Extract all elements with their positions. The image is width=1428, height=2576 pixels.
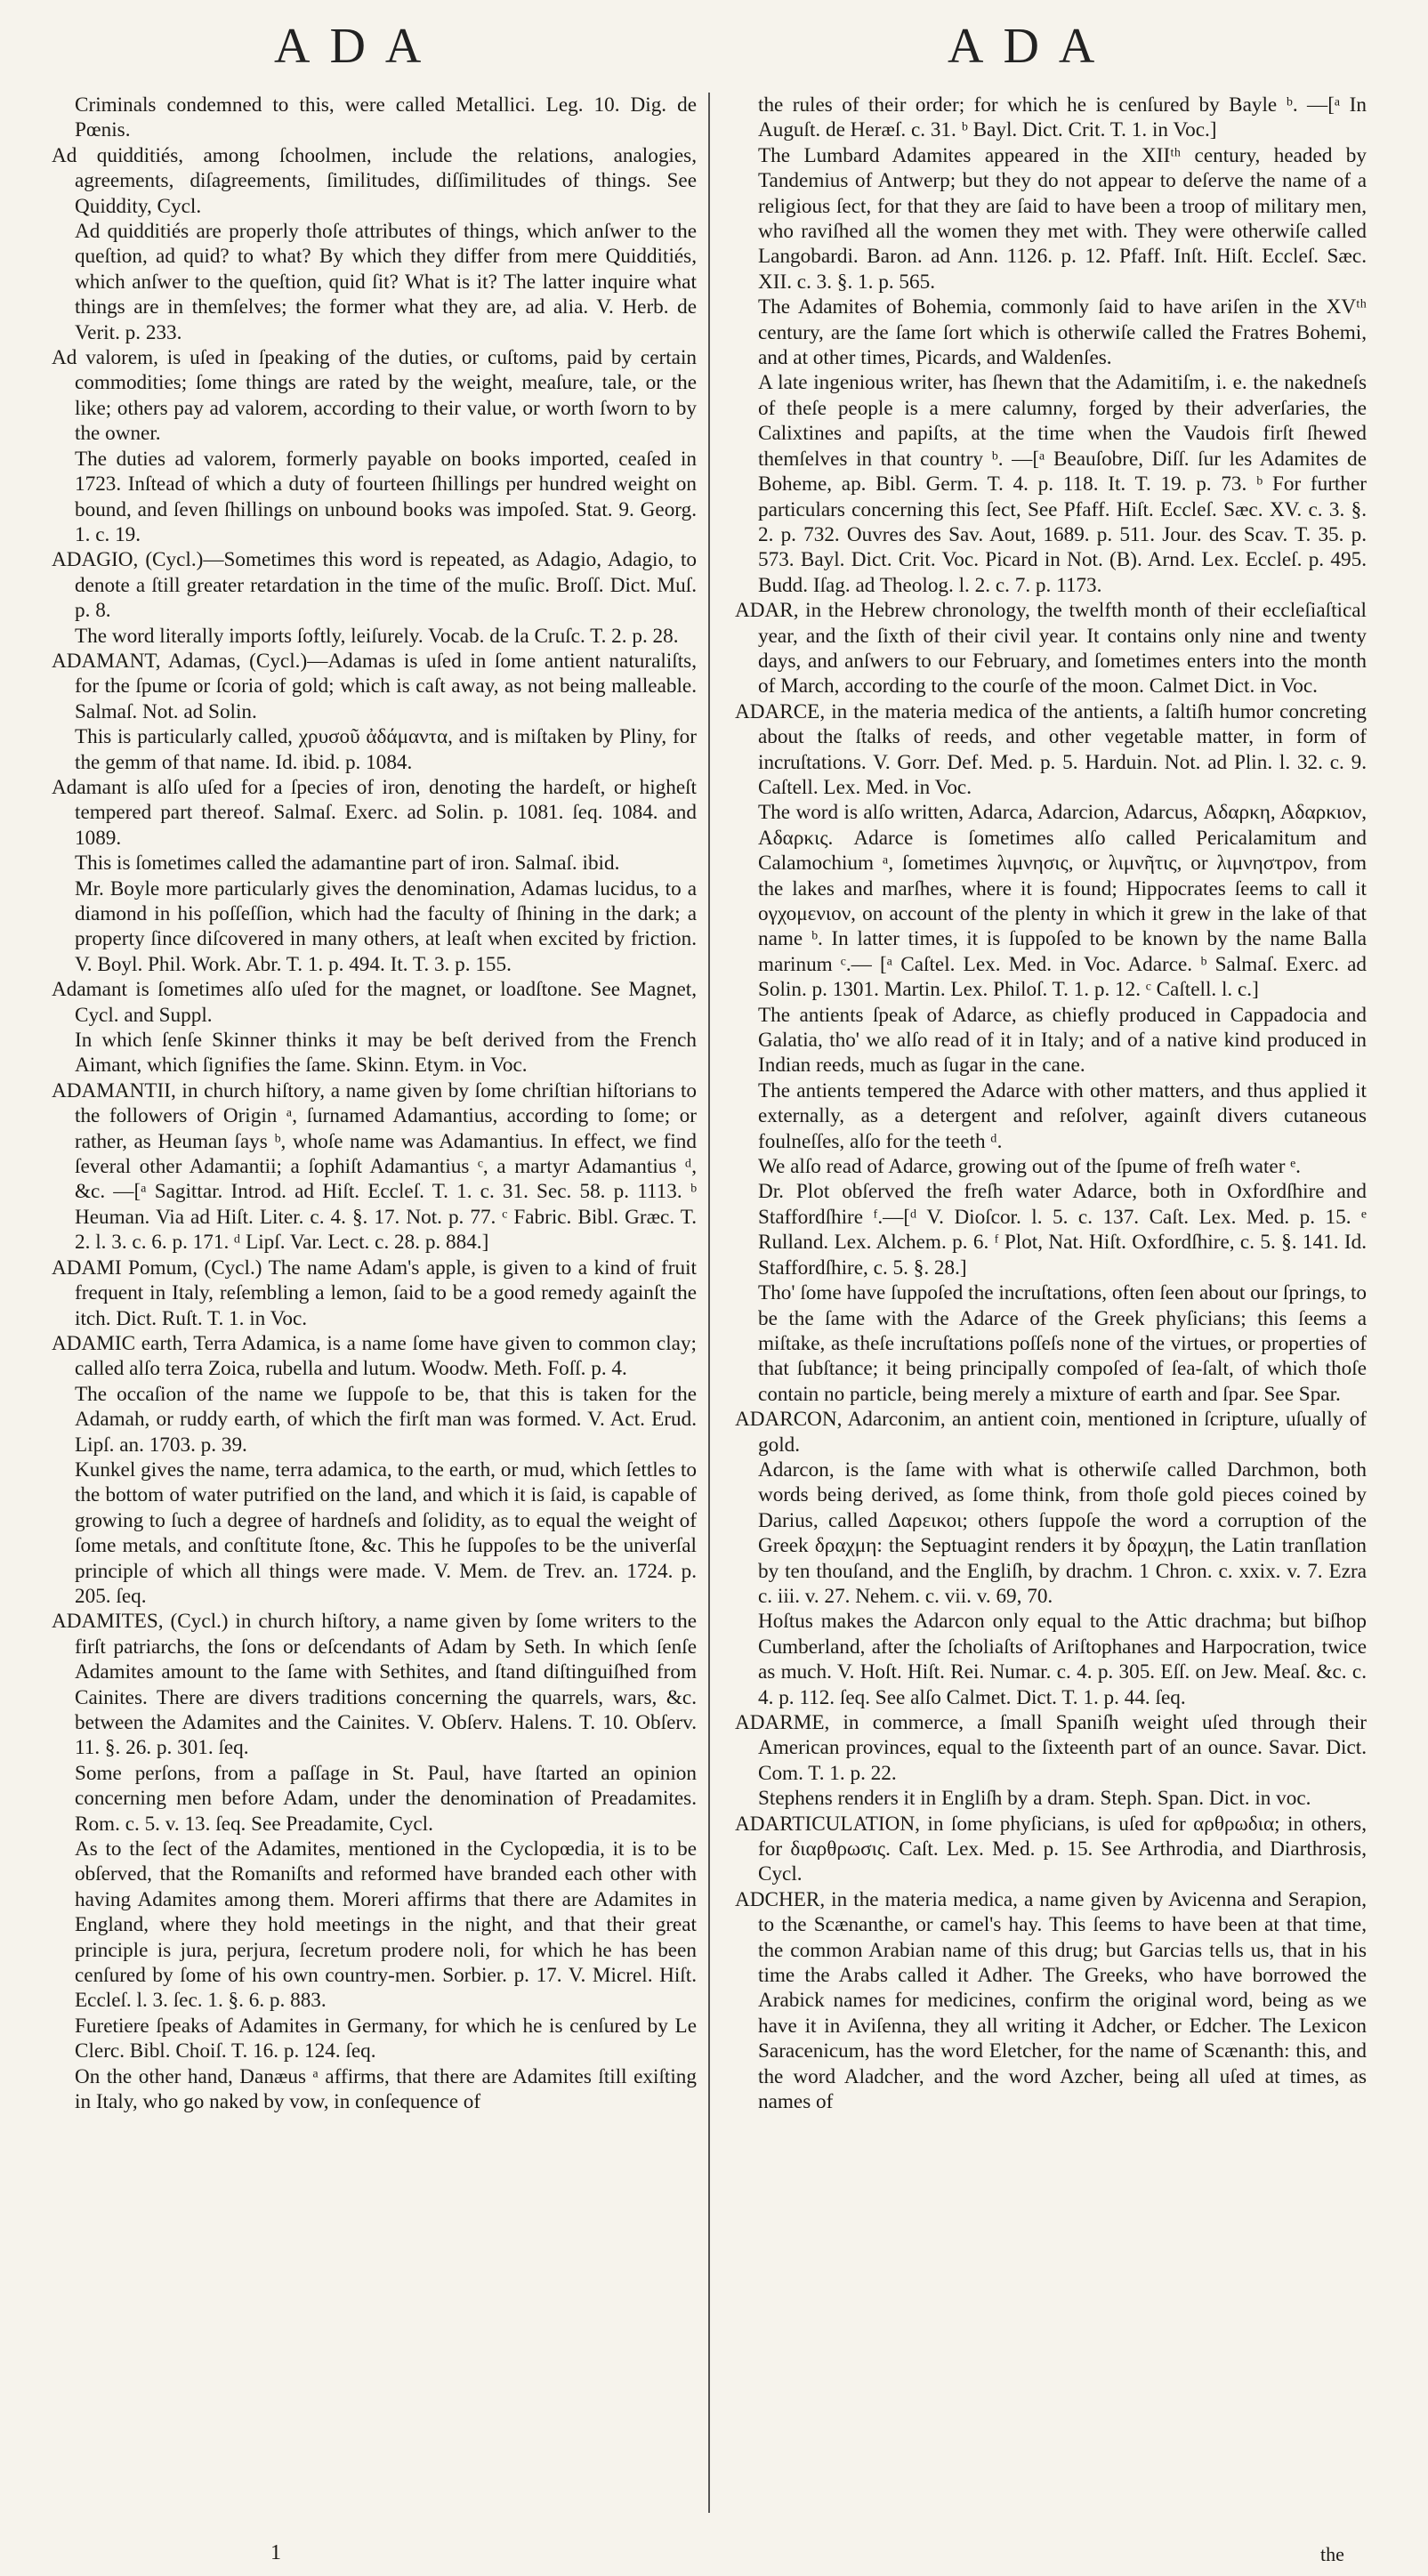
entry-paragraph: The Lumbard Adamites appeared in the XIIᵗʰ century, headed by Tandemius of Antwerp; but they do not appear to deſerve the name of a religious ſect, for that they are ſaid to have been a troop of military men, who raviſhed all the women they met with. They were otherwiſe called Langobardi. Baron. ad Ann. 1126. p. 12. Pfaff. Inſt. Hiſt. Eccleſ. Sæc. XII. c. 3. §. 1. p. 565.: [758, 143, 1367, 294]
dictionary-entry: Adamant is alſo uſed for a ſpecies of iron, denoting the hardeſt, or higheſt tempered part thereof. Salmaſ. Exerc. ad Solin. p. 1081. ſeq. 1084. and 1089.: [52, 775, 697, 850]
dictionary-entry: Ad quidditiés, among ſchoolmen, include the relations, analogies, agreements, diſagreements, ſimilitudes, diſſimilitudes of things. See Quiddity, Cycl.: [52, 143, 697, 218]
dictionary-entry: ADARME, in commerce, a ſmall Spaniſh weight uſed through their American provinces, equal to the ſixteenth part of an ounce. Savar. Dict. Com. T. 1. p. 22.: [735, 1711, 1367, 1785]
entry-paragraph: The antients tempered the Adarce with other matters, and thus applied it externally, as a detergent and reſolver, againſt divers cutaneous foulneſſes, alſo for the teeth ᵈ.: [758, 1078, 1367, 1153]
running-head-left: ADA: [274, 19, 441, 74]
entry-paragraph: Stephens renders it in Engliſh by a dram. Steph. Span. Dict. in voc.: [758, 1787, 1311, 1811]
dictionary-entry: ADAMANTII, in church hiſtory, a name given by ſome chriſtian hiſtorians to the followers of Origin ᵃ, ſurnamed Adamantius, according to ſome; or rather, as Heuman ſays ᵇ, whoſe name was Adamantius. In effect, we find ſeveral other Adamantii; a ſophiſt Adamantius ᶜ, a martyr Adamantius ᵈ, &c. —[ᵃ Sagittar. Introd. ad Hiſt. Eccleſ. T. 1. c. 31. Sec. 58. p. 1113. ᵇ Heuman. Via ad Hiſt. Liter. c. 4. §. 17. Not. p. 77. ᶜ Fabric. Bibl. Græc. T. 2. l. 3. c. 6. p. 171. ᵈ Lipſ. Var. Lect. c. 28. p. 884.]: [52, 1078, 697, 1255]
entry-paragraph: In which ſenſe Skinner thinks it may be beſt derived from the French Aimant, which ſignifies the ſame. Skinn. Etym. in Voc.: [75, 1029, 697, 1078]
entry-paragraph: Criminals condemned to this, were called Metallici. Leg. 10. Dig. de Pœnis.: [75, 93, 697, 142]
entry-paragraph: Furetiere ſpeaks of Adamites in Germany, for which he is cenſured by Le Clerc. Bibl. Choiſ. T. 16. p. 124. ſeq.: [75, 2014, 697, 2063]
dictionary-entry: Adamant is ſometimes alſo uſed for the magnet, or loadſtone. See Magnet, Cycl. and Suppl.: [52, 978, 697, 1027]
entry-paragraph: This is particularly called, χρυσοῦ ἀδάμαντα, and is miſtaken by Pliny, for the gemm of that name. Id. ibid. p. 1084.: [75, 725, 697, 774]
dictionary-entry: ADAR, in the Hebrew chronology, the twelfth month of their eccleſiaſtical year, and the ſixth of their civil year. It contains only nine and twenty days, and anſwers to our February, and ſometimes enters into the month of March, according to the courſe of the moon. Calmet Dict. in Voc.: [735, 599, 1367, 699]
dictionary-entry: ADAMI Pomum, (Cycl.) The name Adam's apple, is given to a kind of fruit frequent in Italy, reſembling a lemon, ſaid to be a good remedy againſt the itch. Dict. Ruſt. T. 1. in Voc.: [52, 1256, 697, 1330]
dictionary-entry: ADAMIC earth, Terra Adamica, is a name ſome have given to common clay; called alſo terra Zoica, rubella and lutum. Woodw. Meth. Foſſ. p. 4.: [52, 1331, 697, 1381]
column-divider: [708, 93, 710, 2513]
entry-paragraph: Ad quidditiés are properly thoſe attributes of things, which anſwer to the queſtion, ad quid? to what? By which they differ from mere Quidditiés, which anſwer to the queſtion, quid ſit? What is it? The latter inquire what things are in themſelves; the former what they are, ad alia. V. Herb. de Verit. p. 233.: [75, 220, 697, 344]
entry-paragraph: The word literally imports ſoftly, leiſurely. Vocab. de la Cruſc. T. 2. p. 28.: [75, 624, 679, 648]
entry-paragraph: The occaſion of the name we ſuppoſe to be, that this is taken for the Adamah, or ruddy earth, of which the firſt man was formed. V. Act. Erud. Lipſ. an. 1703. p. 39.: [75, 1382, 697, 1457]
entry-paragraph: The antients ſpeak of Adarce, as chiefly produced in Cappadocia and Galatia, tho' we alſo read of it in Italy; and of a native kind produced in Indian reeds, much as ſugar in the cane.: [758, 1003, 1367, 1078]
entry-paragraph: Kunkel gives the name, terra adamica, to the earth, or mud, which ſettles to the bottom of water putrified on the land, and which it is ſaid, is capable of growing to ſuch a degree of hardneſs and ſolidity, as to equal the weight of ſome metals, and conſtitute ſtone, &c. This he ſuppoſes to be the univerſal principle of which all things were made. V. Mem. de Trev. an. 1724. p. 205. ſeq.: [75, 1458, 697, 1608]
dictionary-entry: ADAMANT, Adamas, (Cycl.)—Adamas is uſed in ſome antient naturaliſts, for the ſpume or ſcoria of gold; which is caſt away, as not being malleable. Salmaſ. Not. ad Solin.: [52, 649, 697, 723]
entry-paragraph: The word is alſo written, Adarca, Adarcion, Adarcus, Αδαρκη, Αδαρκιον, Αδαρκις. Adarce is ſometimes alſo called Pericalamitum and Calamochium ᵃ, ſometimes λιμνησις, or λιμνῆτις, or λιμνηστρον, from the lakes and marſhes, where it is found; Hippocrates ſeems to call it ογχομενιον, on account of the plenty in which it grew in the lake of that name ᵇ. In latter times, it is ſuppoſed to be known by the name Balla marinum ᶜ.— [ᵃ Caſtel. Lex. Med. in Voc. Adarce. ᵇ Salmaſ. Exerc. ad Solin. p. 1301. Martin. Lex. Philoſ. T. 1. p. 12. ᶜ Caſtell. l. c.]: [758, 801, 1367, 1002]
left-column: [52, 93, 697, 2531]
entry-paragraph: Tho' ſome have ſuppoſed the incruſtations, often ſeen about our ſprings, to be the ſame with the Adarce of the Greek phyſicians; this ſeems a miſtake, as theſe incruſtations poſſeſs none of the virtues, or properties of that ſubſtance; it being principally compoſed of ſea-ſalt, of which thoſe contain no particle, being merely a mixture of earth and ſpar. See Spar.: [758, 1281, 1367, 1406]
dictionary-entry: ADCHER, in the materia medica, a name given by Avicenna and Serapion, to the Scænanthe, or camel's hay. This ſeems to have been at that time, the common Arabian name of this drug; but Garcias tells us, that in his time the Arabs called it Adher. The Greeks, who have borrowed the Arabick names for medicines, confirm the original word, being as we have it in Aviſenna, they all writing it Adcher, or Edcher. The Lexicon Saracenicum, has the word Eletcher, for the name of Scænanth: this, and the word Aladcher, and the word Azcher, being all uſed at times, as names of: [735, 1887, 1367, 2114]
entry-paragraph: This is ſometimes called the adamantine part of iron. Salmaſ. ibid.: [75, 852, 620, 876]
entry-paragraph: As to the ſect of the Adamites, mentioned in the Cyclopœdia, it is to be obſerved, that the Romaniſts and reformed have branded each other with having Adamites among them. Moreri affirms that there are Adamites in England, where they hold meetings in the night, and that their great principle is jura, perjura, ſecretum prodere noli, for which he has been cenſured by ſome of his own country-men. Sorbier. p. 17. V. Micrel. Hiſt. Eccleſ. l. 3. ſec. 1. §. 6. p. 883.: [75, 1837, 697, 2013]
dictionary-entry: ADAMITES, (Cycl.) in church hiſtory, a name given by ſome writers to the firſt patriarchs, the ſons or deſcendants of Adam by Seth. In which ſenſe Adamites amount to the ſame with Sethites, and ſtand diſtinguiſhed from Cainites. There are divers traditions concerning the quarrels, wars, &c. between the Adamites and the Cainites. V. Obſerv. Halens. T. 10. Obſerv. 11. §. 26. p. 301. ſeq.: [52, 1610, 697, 1760]
right-column: [735, 93, 1367, 2557]
entry-paragraph: Dr. Plot obſerved the freſh water Adarce, both in Oxfordſhire and Staffordſhire ᶠ.—[ᵈ V. Dioſcor. l. 5. c. 137. Caſt. Lex. Med. p. 15. ᵉ Rulland. Lex. Alchem. p. 6. ᶠ Plot, Nat. Hiſt. Oxfordſhire, c. 5. §. 141. Id. Staffordſhire, c. 5. §. 28.]: [758, 1180, 1367, 1280]
entry-paragraph: The Adamites of Bohemia, commonly ſaid to have ariſen in the XVᵗʰ century, are the ſame ſort which is otherwiſe called the Fratres Bohemi, and at other times, Picards, and Waldenſes.: [758, 295, 1367, 370]
dictionary-entry: ADARCON, Adarconim, an antient coin, mentioned in ſcripture, uſually of gold.: [735, 1408, 1367, 1457]
entry-paragraph: Some perſons, from a paſſage in St. Paul, have ſtarted an opinion concerning men before Adam, under the denomination of Preadamites. Rom. c. 5. v. 13. ſeq. See Preadamite, Cycl.: [75, 1761, 697, 1836]
entry-paragraph: the rules of their order; for which he is cenſured by Bayle ᵇ. —[ᵃ In Auguſt. de Heræſ. c. 31. ᵇ Bayl. Dict. Crit. T. 1. in Voc.]: [758, 93, 1367, 142]
dictionary-entry: ADARCE, in the materia medica of the antients, a ſaltiſh humor concreting about the ſtalks of reeds, and other vegetable matter, in form of incruſtations. V. Gorr. Def. Med. p. 5. Harduin. Not. ad Plin. l. 32. c. 9. Caſtell. Lex. Med. in Voc.: [735, 699, 1367, 799]
entry-paragraph: Mr. Boyle more particularly gives the denomination, Adamas lucidus, to a diamond in his poſſeſſion, which had the faculty of ſhining in the dark; a property ſince diſcovered in many others, at leaſt when excited by friction. V. Boyl. Phil. Work. Abr. T. 1. p. 494. It. T. 3. p. 155.: [75, 876, 697, 976]
page-number: 1: [270, 2541, 281, 2564]
entry-paragraph: On the other hand, Danæus ᵃ affirms, that there are Adamites ſtill exiſting in Italy, who go naked by vow, in conſequence of: [75, 2064, 697, 2114]
entry-paragraph: A late ingenious writer, has ſhewn that the Adamitiſm, i. e. the nakedneſs of theſe people is a mere calumny, forged by their adverſaries, the Calixtines and papiſts, at the time when the Vaudois firſt ſhewed themſelves in that country ᵇ. —[ᵃ Beauſobre, Diſſ. ſur les Adamites de Boheme, ap. Bibl. Germ. T. 4. p. 118. It. T. 19. p. 73. ᵇ For further particulars concerning this ſect, See Pfaff. Hiſt. Eccleſ. Sæc. XV. c. 3. §. 2. p. 732. Ouvres des Sav. Aout, 1689. p. 511. Jour. des Scav. T. 35. p. 573. Bayl. Dict. Crit. Voc. Picard in Not. (B). Arnd. Lex. Eccleſ. p. 495. Budd. Iſag. ad Theolog. l. 2. c. 7. p. 1173.: [758, 371, 1367, 597]
catchword: the: [1320, 2543, 1344, 2565]
dictionary-entry: Ad valorem, is uſed in ſpeaking of the duties, or cuſtoms, paid by certain commodities; ſome things are rated by the weight, meaſure, tale, or the like; others pay ad valorem, according to their value, or worth ſworn to by the owner.: [52, 346, 697, 446]
entry-paragraph: Hoſtus makes the Adarcon only equal to the Attic drachma; but biſhop Cumberland, after the ſcholiaſts of Ariſtophanes and Harpocration, twice as much. V. Hoſt. Hiſt. Rei. Numar. c. 4. p. 305. Eſſ. on Jew. Meaſ. &c. c. 4. p. 112. ſeq. See alſo Calmet. Dict. T. 1. p. 44. ſeq.: [758, 1610, 1367, 1709]
entry-paragraph: Adarcon, is the ſame with what is otherwiſe called Darchmon, both words being derived, as ſome think, from thoſe gold pieces coined by Darius, called Δαρεικοι; others ſuppoſe the word a corruption of the Greek δραχμη: the Septuagint renders it by δραχμη, the Latin tranſlation by ten thouſand, and the Engliſh, by drachm. 1 Chron. c. xxix. v. 7. Ezra c. iii. v. 27. Nehem. c. vii. v. 69, 70.: [758, 1458, 1367, 1608]
entry-paragraph: The duties ad valorem, formerly payable on books imported, ceaſed in 1723. Inſtead of which a duty of fourteen ſhillings per hundred weight on bound, and ſeven ſhillings on unbound books was impoſed. Stat. 9. Georg. 1. c. 19.: [75, 447, 697, 546]
dictionary-entry: ADARTICULATION, in ſome phyſicians, is uſed for αρθρωδια; in others, for διαρθρωσις. Caſt. Lex. Med. p. 15. See Arthrodia, and Diarthrosis, Cycl.: [735, 1812, 1367, 1886]
running-head-right: ADA: [948, 19, 1115, 74]
dictionary-entry: ADAGIO, (Cycl.)—Sometimes this word is repeated, as Adagio, Adagio, to denote a ſtill greater retardation in the time of the muſic. Broſſ. Dict. Muſ. p. 8.: [52, 548, 697, 623]
entry-paragraph: We alſo read of Adarce, growing out of the ſpume of freſh water ᵉ.: [758, 1155, 1301, 1179]
